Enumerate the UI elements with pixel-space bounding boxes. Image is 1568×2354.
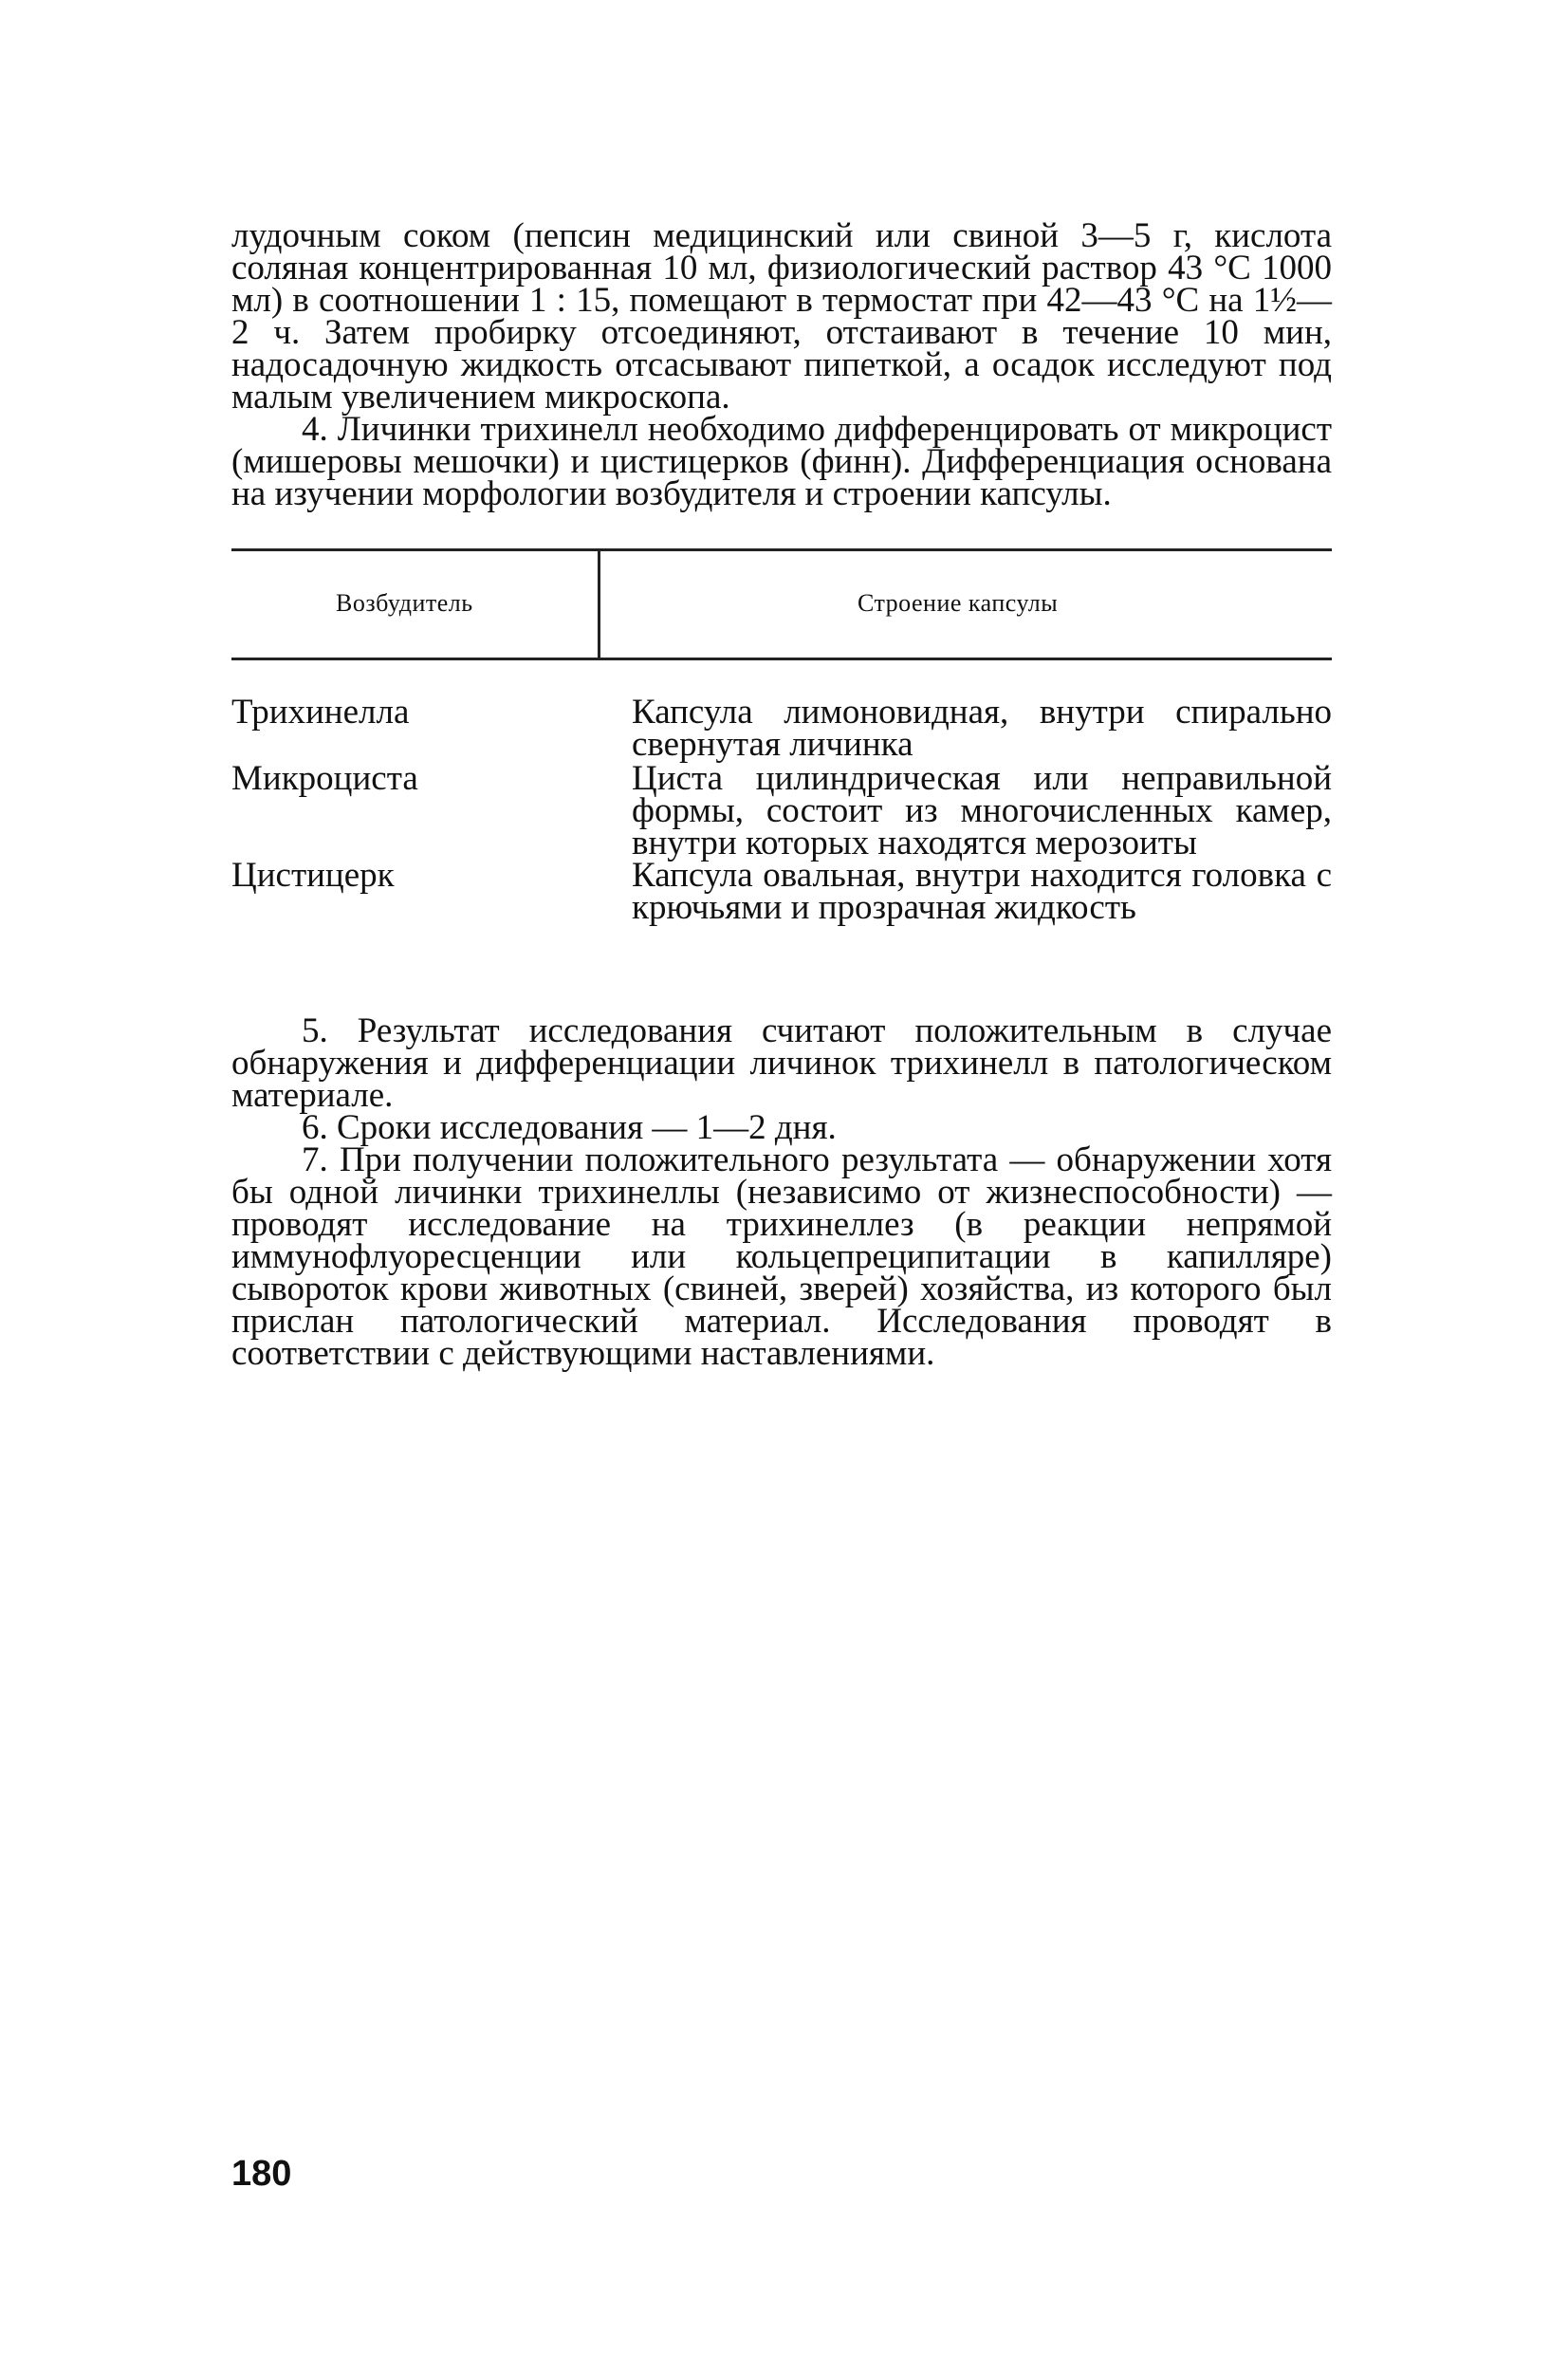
item-4-paragraph: 4. Личинки трихинелл необходимо дифференцировать от микроцист (мишеровы мешочки) и цистицерков (финн). Дифференциация основана на изучении морфологии возбудителя и строении капсулы. [231,410,1332,513]
row-agent: Цистицерк [231,856,395,895]
header-capsule: Строение капсулы [858,589,1059,617]
item-6-paragraph: 6. Сроки исследования — 1—2 дня. [302,1108,837,1147]
table-row [231,693,1332,764]
intro-paragraph: лудочным соком (пепсин медицинский или свиной 3—5 г, кислота соляная концентрированная 10 мл, физиологический раствор 43 °С 1000 мл) в соотношении 1 : 15, помещают в термостат при 42—43 °С на 1½—2 ч. Затем пробирку отсоединяют, отстаивают в течение 10 мин, надосадочную жидкость отсасывают пипеткой, а осадок исследуют под малым увеличением микроскопа. [231,216,1332,417]
row-agent: Микроциста [231,759,418,798]
table-header [231,551,1332,658]
differentiation-table [231,548,1332,926]
item-7-paragraph: 7. При получении положительного результата — обнаружении хотя бы одной личинки трихинеллы (независимо от жизнеспособности) — проводят исследование на трихинеллез (в реакции непрямой иммунофлуоресценции или кольцепреципитации в капилляре) сывороток крови животных (свиней, зверей) хозяйства, из которого был прислан патологический материал. Исследования проводят в соответствии с действующими наставлениями. [231,1140,1332,1373]
header-separator [598,551,600,658]
row-agent: Трихинелла [231,693,410,732]
table-body [231,693,1332,927]
header-agent: Возбудитель [336,589,473,617]
page-number: 180 [231,2154,292,2194]
bottom-text-block [231,1011,1332,1373]
item-5-paragraph: 5. Результат исследования считают положительным в случае обнаружения и дифференциации личинок трихинелл в патологическом материале. [231,1011,1332,1115]
table-row [231,759,1332,862]
table-row [231,856,1332,927]
row-capsule: Циста цилиндрическая или неправильной формы, состоит из многочисленных камер, внутри которых находятся мерозоиты [632,759,1332,862]
table-header-rule [231,658,1332,660]
row-capsule: Капсула лимоновидная, внутри спирально свернутая личинка [632,693,1332,764]
row-capsule: Капсула овальная, внутри находится головка с крючьями и прозрачная жидкость [632,856,1332,927]
top-text-block [231,216,1332,513]
